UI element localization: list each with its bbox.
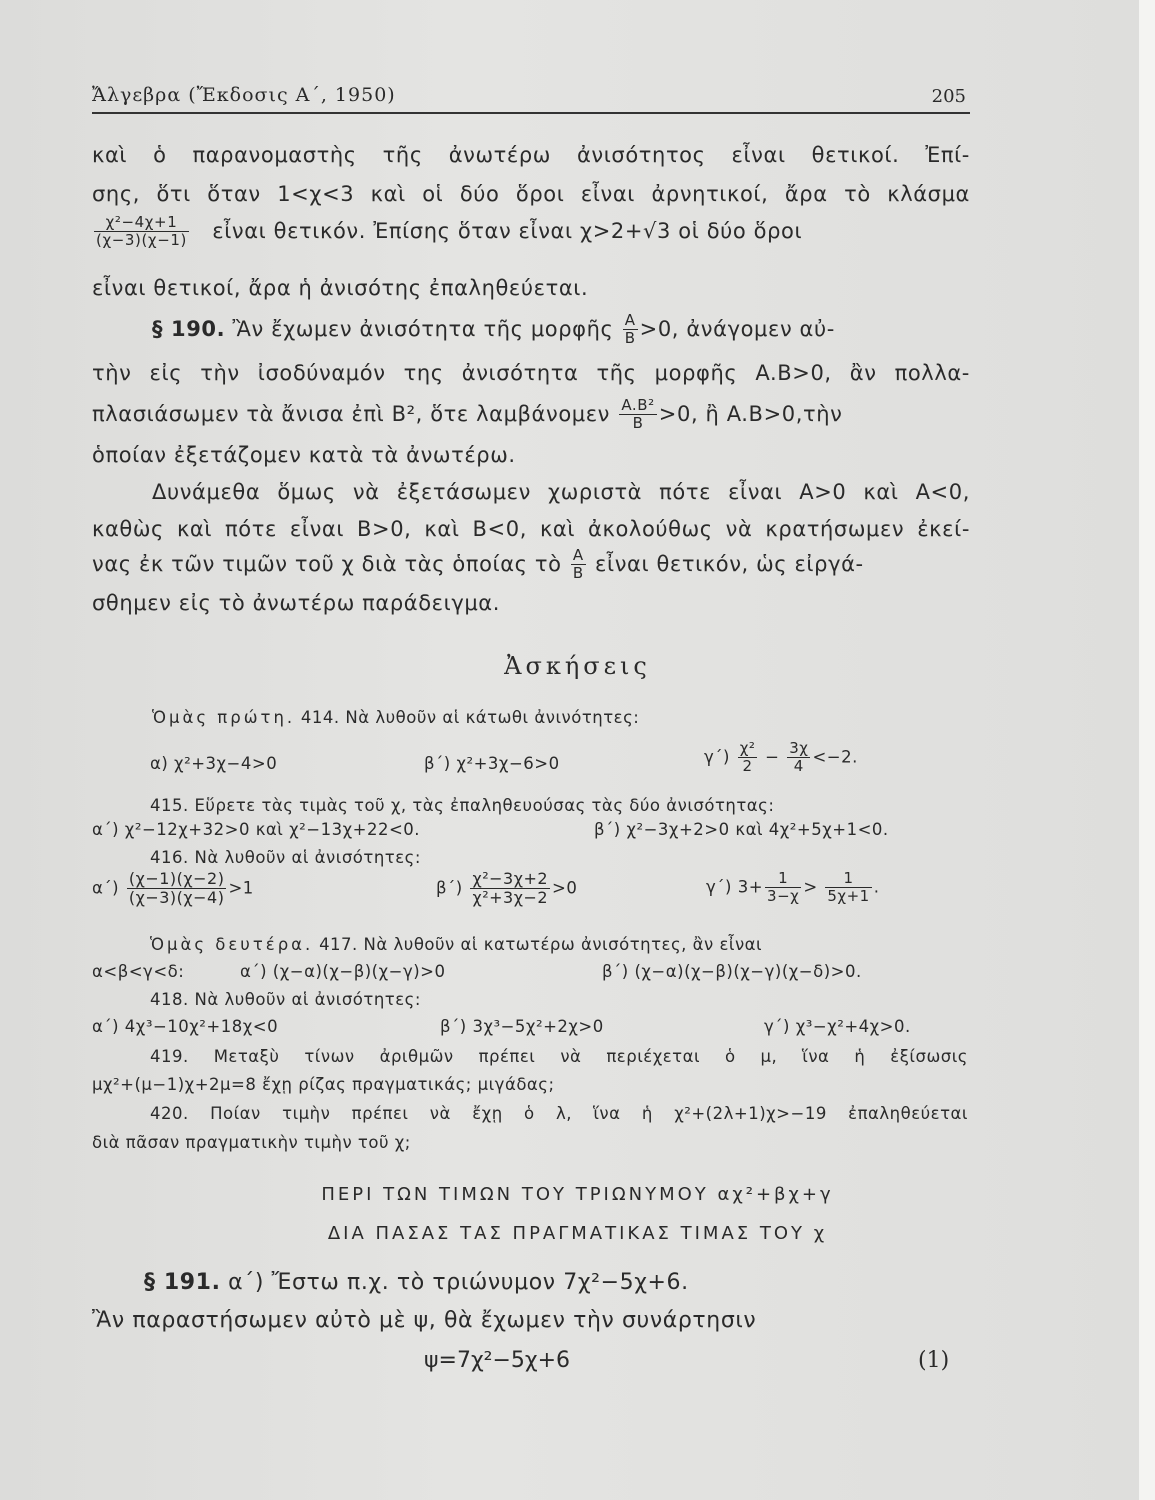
- para1-line2: σης, ὅτι ὅταν 1<χ<3 καὶ οἱ δύο ὅροι εἶναι ἀρνητικοί, ἄρα τὸ κλάσμα: [92, 182, 970, 206]
- sec191-line1: § 191. α΄) Ἔστω π.χ. τὸ τριώνυμον 7χ²−5χ+6.: [92, 1270, 689, 1295]
- exercise-415-b: β΄) χ²−3χ+2>0 καὶ 4χ²+5χ+1<0.: [594, 820, 889, 839]
- sec190-line2: τὴν εἰς τὴν ἰσοδύναμόν της ἀνισότητα τῆς μορφῆς A.B>0, ἂν πολλα-: [92, 361, 970, 385]
- exercise-419-line1: 419. Μεταξὺ τίνων ἀριθμῶν πρέπει νὰ περιέχεται ὁ μ, ἵνα ἡ ἐξίσωσις: [150, 1047, 968, 1066]
- sec190-line5: Δυνάμεθα ὅμως νὰ ἐξετάσωμεν χωριστὰ πότε εἶναι A>0 καὶ A<0,: [152, 480, 970, 504]
- sec190-line6: καθὼς καὶ πότε εἶναι B>0, καὶ B<0, καὶ ἀκολούθως νὰ κρατήσωμεν ἐκεί-: [92, 517, 970, 541]
- fraction: $\frac{3\chi}{4}$: [789, 739, 809, 776]
- exercise-416-b: β΄) $\frac{\text{χ²−3χ+2}}{\text{χ²+3χ−2}}$ >0: [436, 869, 578, 908]
- group-label: Ὁμὰς πρώτη.: [152, 708, 296, 727]
- section-heading-line2: ΔΙΑ ΠΑΣΑΣ ΤΑΣ ΠΡΑΓΜΑΤΙΚΑΣ ΤΙΜΑΣ ΤΟΥ χ: [327, 1223, 828, 1244]
- section-heading-line1: ΠΕΡΙ ΤΩΝ ΤΙΜΩΝ ΤΟΥ ΤΡΙΩΝΥΜΟΥ αχ²+βχ+γ: [321, 1184, 834, 1205]
- exercise-417-a: α΄) (χ−α)(χ−β)(χ−γ)>0: [240, 962, 446, 981]
- exercise-420-line1: 420. Ποίαν τιμὴν πρέπει νὰ ἔχῃ ὁ λ, ἵνα ἡ χ²+(2λ+1)χ>−19 ἐπαληθεύεται: [150, 1104, 968, 1123]
- exercise-417-cond: α<β<γ<δ:: [92, 962, 185, 981]
- exercise-415: 415. Εὕρετε τὰς τιμὰς τοῦ χ, τὰς ἐπαληθευούσας τὰς δύο ἀνισότητας:: [150, 796, 775, 815]
- para1-line1: καὶ ὁ παρανομαστὴς τῆς ἀνωτέρω ἀνισότητος εἶναι θετικοί. Ἐπί-: [92, 143, 970, 167]
- page-edge: [1139, 0, 1155, 1500]
- exercise-414-a: α) χ²+3χ−4>0: [150, 754, 278, 773]
- para1-line4: εἶναι θετικοί, ἄρα ἡ ἀνισότης ἐπαληθεύεται.: [92, 276, 589, 300]
- sec190-line7: νας ἐκ τῶν τιμῶν τοῦ χ διὰ τὰς ὁποίας τὸ $\frac{A}{B}$ εἶναι θετικόν, ὡς εἰργά-: [92, 546, 864, 583]
- exercise-417: Ὁμὰς δευτέρα. 417. Νὰ λυθοῦν αἱ κατωτέρω ἀνισότητες, ἂν εἶναι: [150, 935, 763, 954]
- exercise-417-b: β΄) (χ−α)(χ−β)(χ−γ)(χ−δ)>0.: [602, 962, 862, 981]
- exercise-418-b: β΄) 3χ³−5χ²+2χ>0: [440, 1017, 604, 1036]
- exercises-heading: Ἀσκήσεις: [504, 652, 651, 680]
- exercise-416-a: α΄) $\frac{(\chi-1)(\chi-2)}{(\chi-3)(\chi-4)}$ >1: [92, 869, 254, 908]
- sec190-line1: § 190. Ἂν ἔχωμεν ἀνισότητα τῆς μορφῆς $\frac{A}{B}$ >0, ἀνάγομεν αὐ-: [92, 312, 835, 348]
- exercise-416: 416. Νὰ λυθοῦν αἱ ἀνισότητες:: [150, 848, 421, 867]
- sec191-equation: ψ=7χ²−5χ+6: [424, 1348, 571, 1373]
- para1-line3: $\frac{\text{χ²−4χ+1}}{(\chi-3)(\chi-1)}$ εἶναι θετικόν. Ἐπίσης ὅταν εἶναι χ>2+√3 οἱ δύο ὅροι: [96, 213, 803, 250]
- fraction: $\frac{\text{χ²−3χ+2}}{\text{χ²+3χ−2}}$: [472, 869, 549, 908]
- sec190-line3: πλασιάσωμεν τὰ ἄνισα ἐπὶ B², ὅτε λαμβάνομεν $\frac{\text{A.B²}}{B}$ >0, ἢ A.B>0,τὴν: [92, 396, 843, 433]
- exercise-416-c: γ΄) 3+ $\frac{1}{3-\chi}$ > $\frac{1}{5\chi+1}$ .: [706, 869, 880, 906]
- group-label: Ὁμὰς δευτέρα.: [150, 935, 314, 954]
- running-header: [92, 82, 970, 114]
- exercise-414-c: γ΄) $\frac{\text{χ²}}{2}$ − $\frac{3\chi}{4}$ <−2.: [704, 739, 858, 776]
- fraction: $\frac{1}{3-\chi}$: [767, 869, 800, 906]
- equation-number: (1): [918, 1348, 950, 1373]
- fraction: $\frac{A}{B}$: [572, 546, 584, 583]
- exercise-418: 418. Νὰ λυθοῦν αἱ ἀνισότητες:: [150, 990, 421, 1009]
- exercise-418-c: γ΄) χ³−χ²+4χ>0.: [764, 1017, 911, 1036]
- sec190-line8: σθημεν εἰς τὸ ἀνωτέρω παράδειγμα.: [92, 591, 501, 615]
- fraction: $\frac{\text{A.B²}}{B}$: [621, 396, 655, 433]
- fraction: $\frac{\text{χ²}}{2}$: [739, 739, 756, 776]
- exercise-415-a: α΄) χ²−12χ+32>0 καὶ χ²−13χ+22<0.: [92, 820, 421, 839]
- exercise-419-line2: μχ²+(μ−1)χ+2μ=8 ἔχῃ ρίζας πραγματικάς; μιγάδας;: [92, 1075, 555, 1094]
- page-number: 205: [931, 86, 966, 107]
- sec190-line4: ὁποίαν ἐξετάζομεν κατὰ τὰ ἀνωτέρω.: [92, 443, 516, 467]
- exercise-414: Ὁμὰς πρώτη. 414. Νὰ λυθοῦν αἱ κάτωθι ἀνινότητες:: [152, 708, 640, 727]
- section-label: § 190.: [152, 316, 226, 341]
- header-title: Ἄλγεβρα (Ἔκδοσις Α΄, 1950): [92, 84, 396, 106]
- exercise-418-a: α΄) 4χ³−10χ²+18χ<0: [92, 1017, 279, 1036]
- section-label: § 191.: [144, 1270, 221, 1295]
- fraction: $\frac{A}{B}$: [624, 311, 636, 348]
- sec191-line2: Ἂν παραστήσωμεν αὐτὸ μὲ ψ, θὰ ἔχωμεν τὴν συνάρτησιν: [92, 1308, 757, 1333]
- exercise-414-b: β΄) χ²+3χ−6>0: [424, 754, 560, 773]
- exercise-420-line2: διὰ πᾶσαν πραγματικὴν τιμὴν τοῦ χ;: [92, 1133, 411, 1152]
- fraction: $\frac{1}{5\chi+1}$: [827, 869, 870, 906]
- fraction: $\frac{(\chi-1)(\chi-2)}{(\chi-3)(\chi-4)}$: [128, 869, 225, 908]
- fraction: $\frac{\text{χ²−4χ+1}}{(\chi-3)(\chi-1)}$: [96, 213, 187, 250]
